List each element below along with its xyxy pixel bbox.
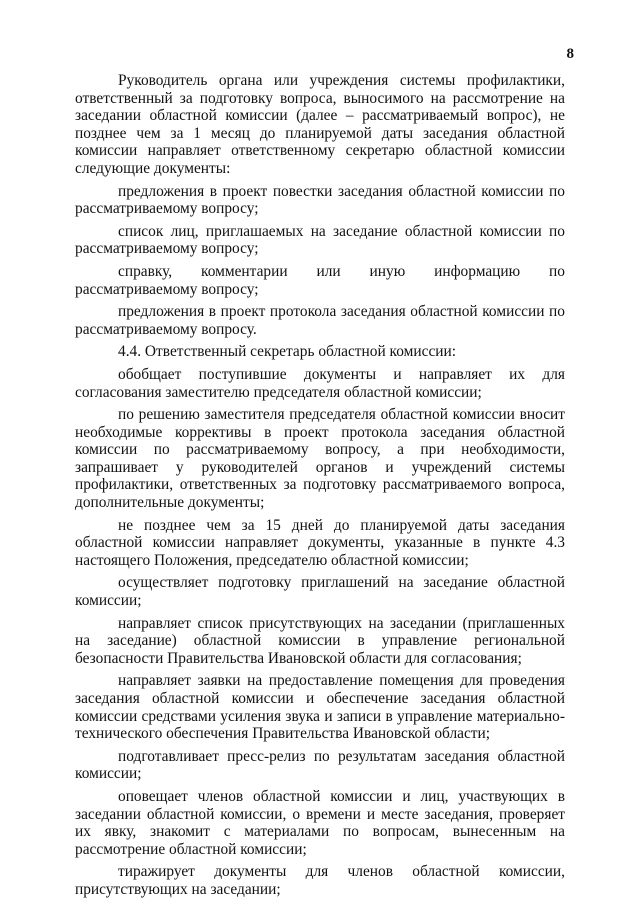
paragraph: оповещает членов областной комиссии и лиц, участвующих в заседании областной комиссии, о времени и месте заседания, проверяет их явку, знакомит с материалами по вопросам, вынесенным на рассмотрение областной комиссии; — [75, 787, 565, 858]
document-body — [75, 72, 565, 904]
paragraph: список лиц, приглашаемых на заседание областной комиссии по рассматриваемому вопросу; — [75, 222, 565, 258]
section-heading: 4.4. Ответственный секретарь областной комиссии: — [118, 343, 457, 361]
paragraph: по решению заместителя председателя областной комиссии вносит необходимые коррективы в проект протокола заседания областной комиссии по рассматриваемому вопросу, а при необходимости, запрашивает у руководителей органов и учреждений системы профилактики, ответственных за подготовку рассматриваемого вопроса, дополнительные документы; — [75, 406, 565, 512]
paragraph: обобщает поступившие документы и направляет их для согласования заместителю председателя областной комиссии; — [75, 365, 565, 401]
paragraph: тиражирует документы для членов областной комиссии, присутствующих на заседании; — [75, 863, 565, 898]
paragraph: справку, комментарии или иную информацию по рассматриваемому вопросу; — [75, 262, 565, 298]
paragraph: направляет заявки на предоставление помещения для проведения заседания областной комиссии и обеспечение заседания областной комиссии средствами усиления звука и записи в управление материально-технического обеспечения Правительства Ивановской области; — [75, 672, 565, 743]
paragraph: направляет список присутствующих на заседании (приглашенных на заседание) областной комиссии в управление региональной безопасности Правительства Ивановской области для согласования; — [75, 614, 565, 667]
paragraph: предложения в проект протокола заседания областной комиссии по рассматриваемому вопросу. — [75, 303, 565, 338]
paragraph: предложения в проект повестки заседания областной комиссии по рассматриваемому вопросу; — [75, 182, 565, 218]
paragraph: Руководитель органа или учреждения системы профилактики, ответственный за подготовку вопроса, выносимого на рассмотрение на заседании областной комиссии (далее – рассматриваемый вопрос), не позднее чем за 1 месяц до планируемой даты заседания областной комиссии направляет ответственному секретарю областной комиссии следующие документы: — [75, 72, 565, 177]
paragraph: не позднее чем за 15 дней до планируемой даты заседания областной комиссии направляет документы, указанные в пункте 4.3 настоящего Положения, председателю областной комиссии; — [75, 516, 565, 569]
paragraph: подготавливает пресс-релиз по результатам заседания областной комиссии; — [75, 747, 565, 783]
page-number: 8 — [566, 46, 574, 62]
paragraph: осуществляет подготовку приглашений на заседание областной комиссии; — [75, 574, 565, 610]
